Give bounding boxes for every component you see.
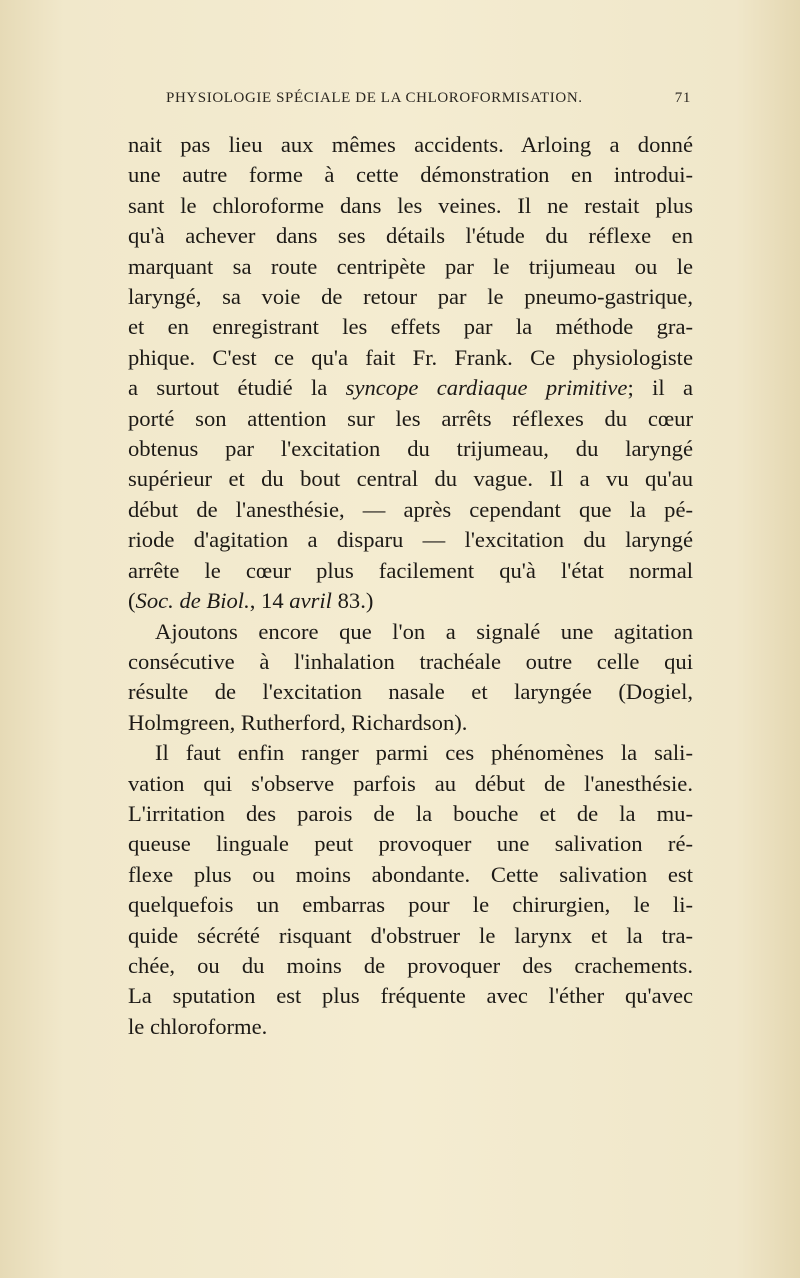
text-line-with-italic — [128, 373, 693, 403]
text-line: le chloroforme. — [128, 1013, 268, 1039]
paragraph-3 — [128, 738, 693, 1042]
text-run: , 14 — [249, 588, 290, 614]
reference-line — [128, 586, 693, 616]
page-number: 71 — [674, 90, 691, 106]
text-line: quelquefois un embarras pour le chirurgien, le li- — [128, 892, 693, 918]
text-line: obtenus par l'excitation du trijumeau, du laryngé — [128, 436, 693, 462]
body-text — [128, 130, 693, 1042]
text-line: Il faut enfin ranger parmi ces phénomènes la sali- — [155, 740, 693, 766]
italic-month: avril — [289, 588, 332, 614]
text-line: riode d'agitation a disparu — l'excitation du laryngé — [128, 527, 693, 553]
text-line: supérieur et du bout central du vague. Il a vu qu'au — [128, 466, 693, 492]
text-line: quide sécrété risquant d'obstruer le larynx et la tra- — [128, 922, 693, 948]
text-line: et en enregistrant les effets par la méthode gra- — [128, 314, 693, 340]
text-line: Ajoutons encore que l'on a signalé une agitation — [155, 618, 693, 644]
text-line: phique. C'est ce qu'a fait Fr. Frank. Ce physiologiste — [128, 344, 693, 370]
text-line: porté son attention sur les arrêts réflexes du cœur — [128, 405, 693, 431]
text-line: marquant sa route centripète par le trijumeau ou le — [128, 253, 693, 279]
text-line: sant le chloroforme dans les veines. Il ne restait plus — [128, 192, 693, 218]
text-line: queuse linguale peut provoquer une salivation ré- — [128, 831, 693, 857]
text-line: qu'à achever dans ses détails l'étude du réflexe en — [128, 223, 693, 249]
paragraph-1 — [128, 130, 693, 617]
text-line: chée, ou du moins de provoquer des crachements. — [128, 952, 693, 978]
text-line: une autre forme à cette démonstration en introdui- — [128, 162, 693, 188]
italic-term: syncope cardiaque primitive — [345, 375, 628, 401]
text-line: résulte de l'excitation nasale et laryngée (Dogiel, — [128, 679, 693, 705]
text-run: ; il a — [627, 375, 693, 401]
text-line: laryngé, sa voie de retour par le pneumo-gastrique, — [128, 284, 693, 310]
text-line: arrête le cœur plus facilement qu'à l'état normal — [128, 557, 693, 583]
text-run: 83.) — [331, 588, 374, 614]
paragraph-2 — [128, 617, 693, 739]
text-line: La sputation est plus fréquente avec l'éther qu'avec — [128, 983, 693, 1009]
text-run: ( — [128, 588, 136, 614]
text-line: vation qui s'observe parfois au début de l'anesthésie. — [128, 770, 693, 796]
text-line: début de l'anesthésie, — après cependant que la pé- — [128, 496, 693, 522]
running-head — [166, 90, 691, 112]
text-line: L'irritation des parois de la bouche et de la mu- — [128, 800, 693, 826]
text-line: nait pas lieu aux mêmes accidents. Arloing a donné — [128, 132, 693, 157]
text-line: Holmgreen, Rutherford, Richardson). — [128, 709, 468, 735]
text-run: a surtout étudié la — [128, 375, 346, 401]
italic-reference: Soc. de Biol. — [135, 588, 250, 614]
text-line: consécutive à l'inhalation trachéale outre celle qui — [128, 648, 693, 674]
text-line: flexe plus ou moins abondante. Cette salivation est — [128, 861, 693, 887]
running-head-title: PHYSIOLOGIE SPÉCIALE DE LA CHLOROFORMISATION. — [166, 90, 583, 106]
